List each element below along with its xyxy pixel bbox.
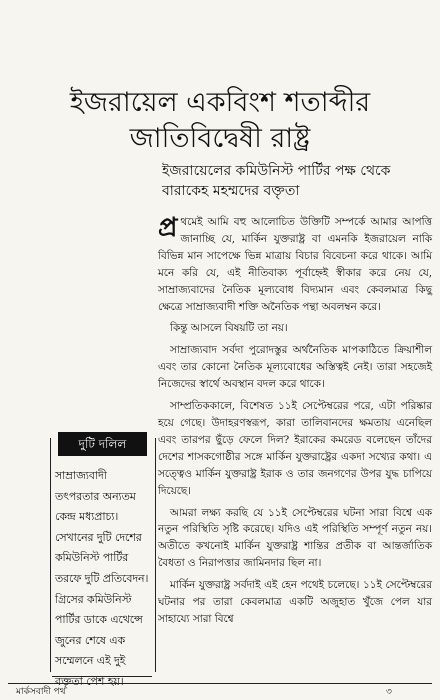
article-body [158,214,432,633]
article-subtitle-line-1: ইজরায়েলের কমিউনিস্ট পার্টির পক্ষ থেকে [162,163,391,179]
paragraph-3: সাম্রাজ্যবাদ সর্বদা পুরোদস্তুর অর্থনৈতিক মাপকাঠিতে ক্রিয়াশীল এবং তার কোনো নৈতিক মূল্যবোধের অস্তিত্বই নেই। তারা সহজেই নিজেদের স্বার্থে অবস্থান বদল করে থাকে। [158,344,432,391]
drop-cap: প্র [158,213,178,243]
footer-rule [8,683,432,684]
article-title-line-2: জাতিবিদ্বেষী রাষ্ট্র [129,123,311,154]
sidebar-bottom-rule [52,676,152,677]
paragraph-2: কিন্তু আসলে বিষয়টি তা নয়। [170,322,288,335]
sidebar-text: সাম্রাজ্যবাদী তৎপরতার অন্যতম কেন্দ্র মধ্যপ্রাচ্য। সেখানের দুটি দেশের কমিউনিস্ট পার্টির তরফে দুটি প্রতিবেদন। গ্রিসের কমিউনিস্ট পার্টির ডাকে এথেন্সে জুনের শেষে এক সম্মেলনে এই দুই বক্তৃতা পেশ হয়। [55,469,149,688]
footer-page-number: ৩ [386,687,392,697]
footer-journal-name: মার্কসবাদী পথ [16,687,66,697]
paragraph-4: সাম্প্রতিককালে, বিশেষত ১১ই সেপ্টেম্বরের পরে, এটা পরিষ্কার হয়ে গেছে। উদাহরণস্বরূপ, কারা তালিবানদের ক্ষমতায় এনেছিল এবং তারপর ছুঁড়ে ফেলে দিল? ইরাকের কমরেড বলেছেন তাঁদের দেশের শাসকগোষ্ঠীর সঙ্গে মার্কিন যুক্তরাষ্ট্রের একদা সখ্যের কথা। এ সত্ত্বেও মার্কিন যুক্তরাষ্ট্র ইরাক ও তার জনগণের উপর যুদ্ধ চাপিয়ে দিয়েছে। [158,400,432,497]
paragraph-6: মার্কিন যুক্তরাষ্ট্র সর্বদাই এই হেন পথেই চলেছে। ১১ই সেপ্টেম্বরের ঘটনার পর তারা কেবলমাত্র একটি অজুহাত খুঁজে পেল যার সাহায্যে সারা বিশ্বে [158,579,432,625]
paragraph-1-text: থমেই আমি বহু আলোচিত উক্তিটি সম্পর্কে আমার আপত্তি জানাচ্ছি যে, মার্কিন যুক্তরাষ্ট্র বা এমনকি ইজরায়েল নাকি বিভিন্ন মান সাপেক্ষে ভিন্ন মাত্রায় বিচার বিবেচনা করে থাকে। আমি মনে করি যে, এই নীতিবাক্য পূর্বাহ্নেই স্বীকার করে নেয় যে, সাম্রাজ্যবাদের নৈতিক মূল্যবোধ বিদ্যমান এবং কেবলমাত্র কিছু ক্ষেত্রে সাম্রাজ্যবাদী শক্তি অনৈতিক পন্থা অবলম্বন করে। [158,216,432,313]
paragraph-5: আমরা লক্ষ্য করছি যে ১১ই সেপ্টেম্বরের ঘটনা সারা বিশ্বে এক নতুন পরিস্থিতি সৃষ্টি করেছে। যদিও এই পরিস্থিতি সম্পূর্ণ নতুন নয়। অতীতে কখনোই মার্কিন যুক্তরাষ্ট্র শান্তির প্রতীক বা আন্তর্জাতিক বৈধতা ও নিরাপত্তার জামিনদার ছিল না। [158,506,432,570]
article-title-line-1: ইজরায়েল একবিংশ শতাব্দীর [69,87,371,118]
paragraph-1 [158,214,432,315]
article-subtitle-line-2: বারাকেহ মহম্মদের বক্তৃতা [162,183,300,199]
sidebar-heading: দুটি দলিল [58,432,147,456]
